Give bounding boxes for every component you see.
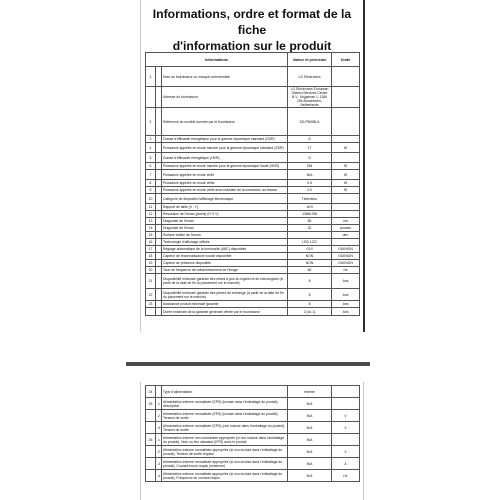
table-row [146,434,360,446]
row-number: 18 [146,253,156,260]
row-value: LG Electronics European Shared Services Center B.V., Krijgsman 1, 1186 DM Amstelveen, Netherlands [288,87,332,108]
row-number [146,308,156,316]
table-row [146,458,360,470]
table-row [146,67,360,87]
row-value: Interne [288,386,332,398]
row-unit [332,239,360,246]
row-value: N/A [288,398,332,410]
row-value: 80 [288,218,332,225]
row-unit [332,398,360,410]
table-row [146,260,360,267]
product-information-sheet-page-2 [140,382,364,500]
row-unit: W [332,170,360,180]
row-sub-number: .1 [156,434,162,446]
row-number: 22 [146,289,156,301]
row-value: 2 (ou 1) [288,308,332,316]
row-sub-number: .4 [156,470,162,482]
row-label: Alimentation externe normalisée appropriée (si non incluse dans l'emballage du produit), Courant fourni requis (minimum) [162,458,288,470]
row-number: 25 [146,398,156,410]
row-unit: W [332,143,360,153]
row-number: 15 [146,232,156,239]
row-value: 32LP500BLA [288,108,332,136]
row-value: 254 [288,163,332,170]
row-label: Alimentation externe normalisée (EPS) (non incluse dans l'emballage du produit), Tension de sortie [162,422,288,434]
row-unit: Ans [332,274,360,289]
table-row [146,163,360,170]
row-value: LG Electronics [288,67,332,87]
header-unit: Unité [332,53,360,67]
table-row [146,87,360,108]
table-row [146,108,360,136]
row-number: 12 [146,211,156,218]
row-label: Référence du modèle donnée par le fournisseur [162,108,288,136]
row-unit: W [332,180,360,187]
row-number: 10 [146,194,156,204]
row-label: Taux de fréquence de rafraîchissement de l'image [162,267,288,274]
row-unit: OUI/NON [332,246,360,253]
row-unit: OUI/NON [332,260,360,267]
row-number: 24 [146,386,156,398]
table-row [146,194,360,204]
row-label: Résolution de l'écran (pixels) (H X V) [162,211,288,218]
row-label: Classe d'efficacité énergétique (HDR) [162,153,288,163]
row-unit: W [332,163,360,170]
row-label: Classe d'efficacité énergétique pour la gamme dynamique standard (SDR) [162,136,288,143]
row-label: Assistance produit minimale garantie [162,301,288,308]
row-value: 8 [288,274,332,289]
table-row [146,204,360,211]
row-unit: OUI/NON [332,253,360,260]
row-number: 14 [146,225,156,232]
row-unit: V [332,446,360,458]
row-label: Puissance appelée en mode veille avec maintien de la connexion au réseau [162,187,288,194]
row-unit: Hz [332,267,360,274]
row-label: Nom du fournisseur ou marque commerciale [162,67,288,87]
table-row [146,232,360,239]
table-row [146,398,360,410]
table-row [146,187,360,194]
row-number: 9 [146,187,156,194]
row-unit [332,136,360,143]
row-value: Téléviseur [288,194,332,204]
header-information: Informations [146,53,288,67]
row-number [146,87,156,108]
row-value: 1366x768 [288,211,332,218]
table-row [146,211,360,218]
specification-table-bottom [145,385,360,482]
row-value: 60 [288,267,332,274]
row-value: 32 [288,225,332,232]
row-sub-number: .3 [156,422,162,434]
row-value: 2.0 [288,187,332,194]
row-value: G [288,136,332,143]
row-unit [332,108,360,136]
row-number: 16 [146,239,156,246]
row-unit [332,87,360,108]
table-row [146,289,360,301]
table-row [146,308,360,316]
row-label: Rapport de taille (X : Y) [162,204,288,211]
title-line-2: d'information sur le produit [172,39,332,53]
row-label: Surface visible de l'écran [162,232,288,239]
row-unit: cm [332,218,360,225]
table-row [146,446,360,458]
table-row [146,218,360,225]
row-unit [332,211,360,218]
table-row [146,239,360,246]
row-unit [332,386,360,398]
row-number [146,470,156,482]
row-number [146,410,156,422]
row-label: Alimentation externe normalisée appropriée (si non incluse dans l'emballage du produit), Fréquence du courant requis [162,470,288,482]
row-value: 0.5 [288,180,332,187]
row-label: Diagonale de l'écran [162,225,288,232]
table-row [146,153,360,163]
row-number: 19 [146,260,156,267]
row-number: 20 [146,267,156,274]
product-information-sheet-page-1 [140,0,365,332]
row-unit [332,434,360,446]
document-title [141,6,363,54]
row-label: Puissance appelée en mode arrêt [162,170,288,180]
row-number: 5 [146,153,156,163]
row-label: Capteur de reconnaissance vocale disponible [162,253,288,260]
table-row [146,180,360,187]
row-label: Disponibilité minimale garantie des mises à jour du logiciel et du micrologiciel (à partir de la date de fin du placement sur le marché) [162,274,288,289]
row-value: NON [288,253,332,260]
row-unit: Ans [332,289,360,301]
row-value: N/A [288,458,332,470]
table-row [146,136,360,143]
row-value [288,232,332,239]
table-row [146,470,360,482]
table-row [146,143,360,153]
row-value: OUI [288,246,332,253]
row-number: 21 [146,274,156,289]
row-value: 8 [288,289,332,301]
table-row [146,253,360,260]
row-label: Catégorie de dispositif d'affichage électronique [162,194,288,204]
row-label: Puissance appelée en mode marche pour la gamme dynamique haute (HDR) [162,163,288,170]
row-value: N/A [288,434,332,446]
row-number: 6 [146,163,156,170]
table-row [146,410,360,422]
row-sub-number: .1 [156,398,162,410]
row-number: 13 [146,218,156,225]
row-number: 4 [146,143,156,153]
row-value: N/A [288,446,332,458]
row-number: 11 [146,204,156,211]
row-number: 3 [146,136,156,143]
row-number: 17 [146,246,156,253]
table-row [146,301,360,308]
row-sub-number: .2 [156,446,162,458]
row-unit [332,67,360,87]
row-label: Diagonale de l'écran [162,218,288,225]
row-value: LED LCD [288,239,332,246]
row-number: 8 [146,180,156,187]
row-label: Disponibilité minimale garantie des pièces de rechange (à partir de la date de fin du placement sur le marché) [162,289,288,301]
table-row [146,170,360,180]
row-value: NON [288,260,332,267]
row-value: N/A [288,170,332,180]
row-label: Durée minimale de la garantie générale offerte par le fournisseur [162,308,288,316]
row-number [146,422,156,434]
row-value: N/A [288,422,332,434]
row-unit: V [332,422,360,434]
row-number [146,446,156,458]
row-number [146,458,156,470]
row-label: Alimentation externe normalisée appropriée (si non incluse dans l'emballage du produit), Tension de sortie requise [162,446,288,458]
table-row [146,246,360,253]
row-unit [332,204,360,211]
row-unit [332,153,360,163]
row-sub-number: .3 [156,458,162,470]
table-row [146,225,360,232]
row-sub-number: .2 [156,410,162,422]
header-value: Valeur et précision [288,53,332,67]
row-label: Adresse du fournisseur [162,87,288,108]
row-number: 23 [146,301,156,308]
row-unit: A [332,458,360,470]
row-label: Puissance appelée en mode marche pour la gamme dynamique standard (SDR) [162,143,288,153]
table-row [146,274,360,289]
row-unit: V [332,410,360,422]
row-label: Alimentation externe non normalisée appropriée (si non incluse dans l'emballage du produit), Nom ou lien standard (EPS) avec le produit [162,434,288,446]
row-label: Alimentation externe normalisée (EPS) (incluse dans l'emballage du produit), description [162,398,288,410]
title-line-1: Informations, ordre et format de la fiche [152,7,352,37]
row-label: Capteur de présence disponible [162,260,288,267]
row-number: 1 [146,67,156,87]
row-unit: dm² [332,232,360,239]
row-unit [332,194,360,204]
row-unit: pouces [332,225,360,232]
row-unit: Ans [332,301,360,308]
row-label: Puissance appelée en mode veille [162,180,288,187]
row-number: 7 [146,170,156,180]
row-label: Alimentation externe normalisée (EPS) (incluse dans l'emballage du produit), Tension de sortie [162,410,288,422]
row-value: 8 [288,301,332,308]
row-number: 26 [146,434,156,446]
table-row [146,422,360,434]
table-row [146,386,360,398]
row-unit: W [332,187,360,194]
page-separator [126,362,370,366]
specification-table-top [145,52,360,316]
row-label: Type d'alimentation: [162,386,288,398]
specification-rows-bottom [146,386,360,482]
table-row [146,267,360,274]
table-header-row [146,53,360,67]
row-value: N/A [288,470,332,482]
specification-rows-top [146,67,360,316]
row-value: 16:9 [288,204,332,211]
row-number: 2 [146,108,156,136]
row-unit: Ans [332,308,360,316]
row-value: G [288,153,332,163]
row-value: N/A [288,410,332,422]
row-unit: Hz [332,470,360,482]
row-label: Réglage automatique de la luminosité (ABC) disponible [162,246,288,253]
row-label: Technologie d'affichage utilisée [162,239,288,246]
row-value: 17 [288,143,332,153]
